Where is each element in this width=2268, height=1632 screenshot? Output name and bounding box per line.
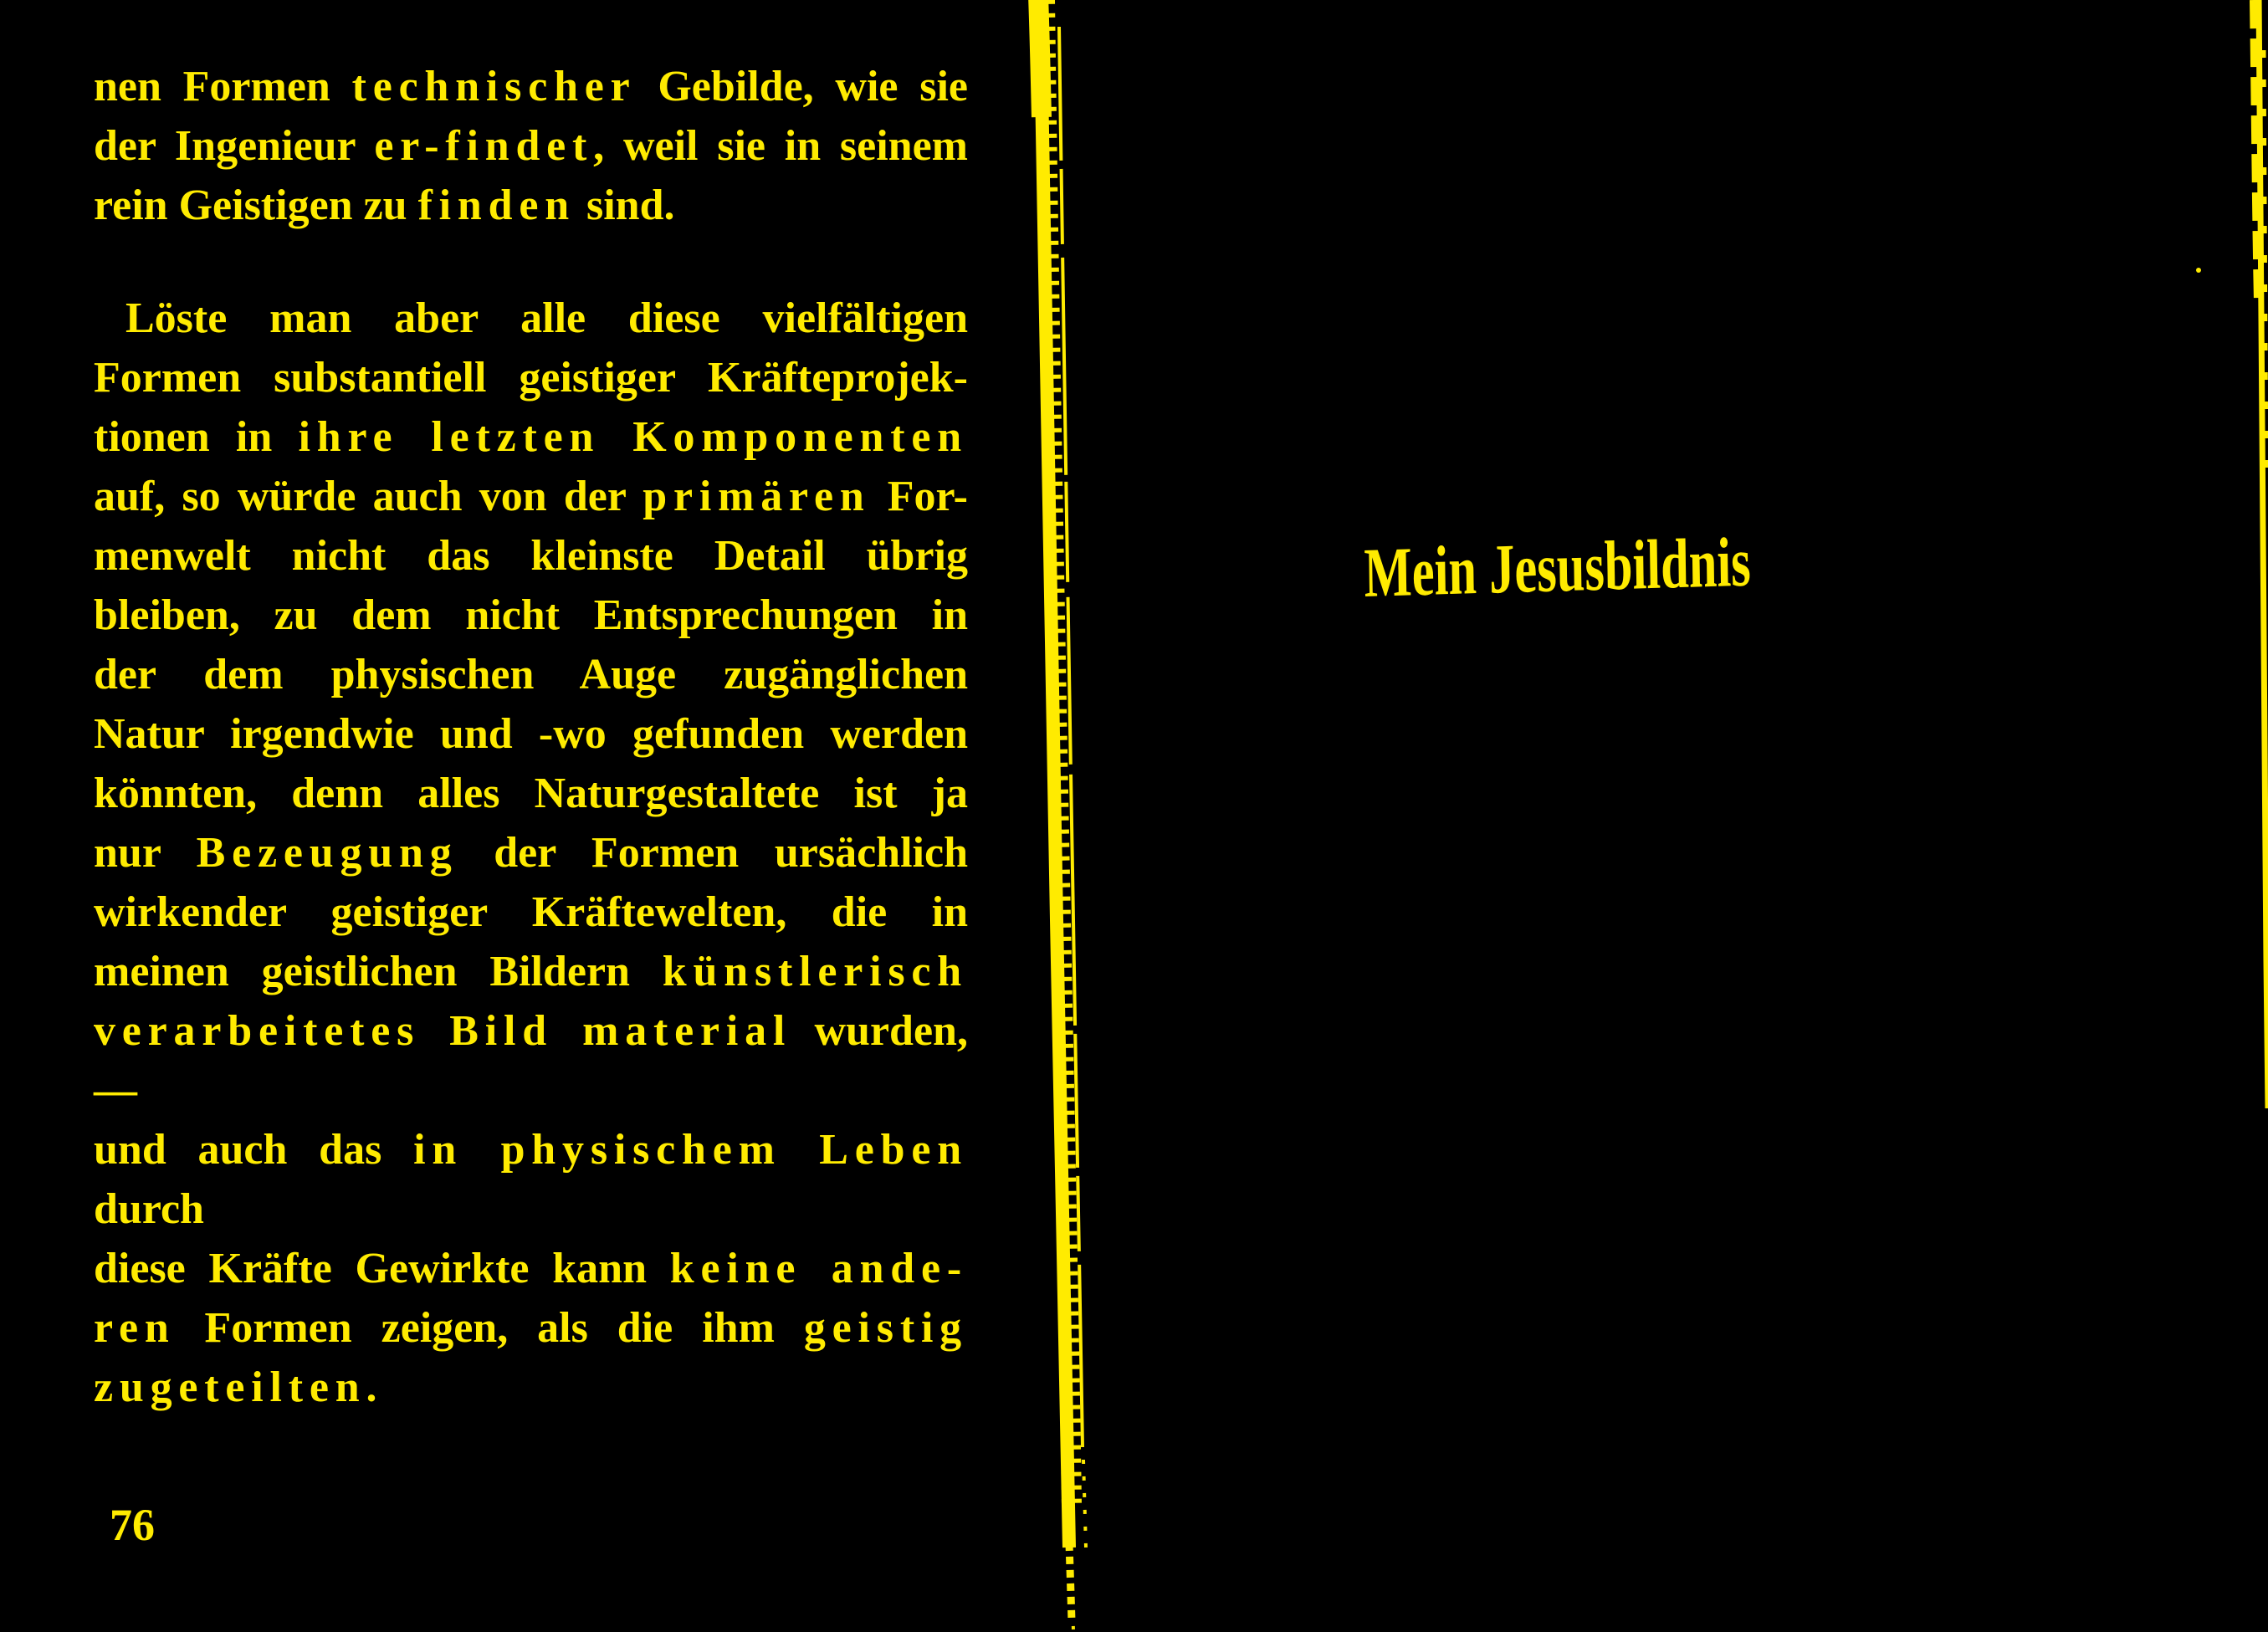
letterspaced-text: keine ande-: [669, 1245, 968, 1292]
letterspaced-text: primären: [643, 473, 871, 520]
ink-speck: [2196, 268, 2201, 273]
text-segment: nen Formen: [94, 63, 352, 110]
letterspaced-text: er-findet: [374, 122, 594, 170]
text-segment: diese Kräfte Gewirkte kann: [94, 1245, 670, 1292]
letterspaced-text: finden: [417, 182, 576, 229]
letterspaced-text: ihre letzten Komponenten: [298, 413, 968, 461]
text-segment: bleiben, zu dem nicht Entsprechungen in: [94, 591, 968, 639]
text-segment: sind.: [575, 182, 675, 229]
letterspaced-text: künstlerisch: [662, 948, 968, 995]
gutter-stripe-top-blob: [1038, 0, 1042, 117]
text-segment: , weil sie in seinem: [593, 122, 968, 170]
letterspaced-text: in physischem Leben: [413, 1126, 968, 1174]
text-segment: meinen geistlichen Bildern: [94, 948, 663, 995]
letterspaced-text: Bezeugung: [196, 829, 458, 877]
gutter-stripe-tail: [1069, 1543, 1072, 1621]
text-segment: der Ingenieur: [94, 122, 375, 170]
text-segment: menwelt nicht das kleinste Detail übrig: [94, 532, 968, 580]
letterspaced-text: geistig: [803, 1304, 968, 1352]
chapter-title: Mein Jesusbildnis: [1363, 523, 1752, 612]
letterspaced-text: verarbeitetes Bild material: [94, 1007, 792, 1055]
text-segment: der Formen ursächlich: [458, 829, 968, 877]
text-segment: könnten, denn alles Naturgestaltete ist ja: [94, 770, 968, 817]
gutter-thin-line-dots: [1083, 1460, 1086, 1548]
page-number: 76: [110, 1500, 155, 1550]
text-segment: rein Geistigen zu: [94, 182, 418, 229]
gutter-stripe-tail-dots: [1072, 1573, 1073, 1631]
text-segment: Natur irgendwie und -wo gefunden werden: [94, 710, 968, 758]
letterspaced-text: zugeteilten.: [94, 1363, 384, 1411]
text-segment: Formen zeigen, als die ihm: [175, 1304, 804, 1352]
text-segment: auf, so würde auch von der: [94, 473, 643, 520]
letterspaced-text: technischer: [351, 63, 637, 110]
text-segment: Formen substantiell geistiger Kräfteprojek-: [94, 354, 968, 402]
page-edge-line-fuzz2: [2262, 50, 2265, 468]
text-segment: tionen in: [94, 413, 299, 461]
text-segment: wurden, —: [94, 1007, 968, 1114]
text-segment: Gebilde, wie sie: [636, 63, 968, 110]
text-segment: Löste man aber alle diese vielfältigen: [125, 294, 968, 342]
text-segment: der dem physischen Auge zugänglichen: [94, 651, 968, 698]
page-edge-line-right: [2259, 0, 2268, 1108]
text-segment: durch: [94, 1185, 204, 1233]
text-segment: For-: [870, 473, 968, 520]
letterspaced-text: ren: [94, 1304, 176, 1352]
text-segment: und auch das: [94, 1126, 414, 1174]
text-segment: nur: [94, 829, 197, 877]
text-segment: wirkender geistiger Kräftewelten, die in: [94, 888, 968, 936]
